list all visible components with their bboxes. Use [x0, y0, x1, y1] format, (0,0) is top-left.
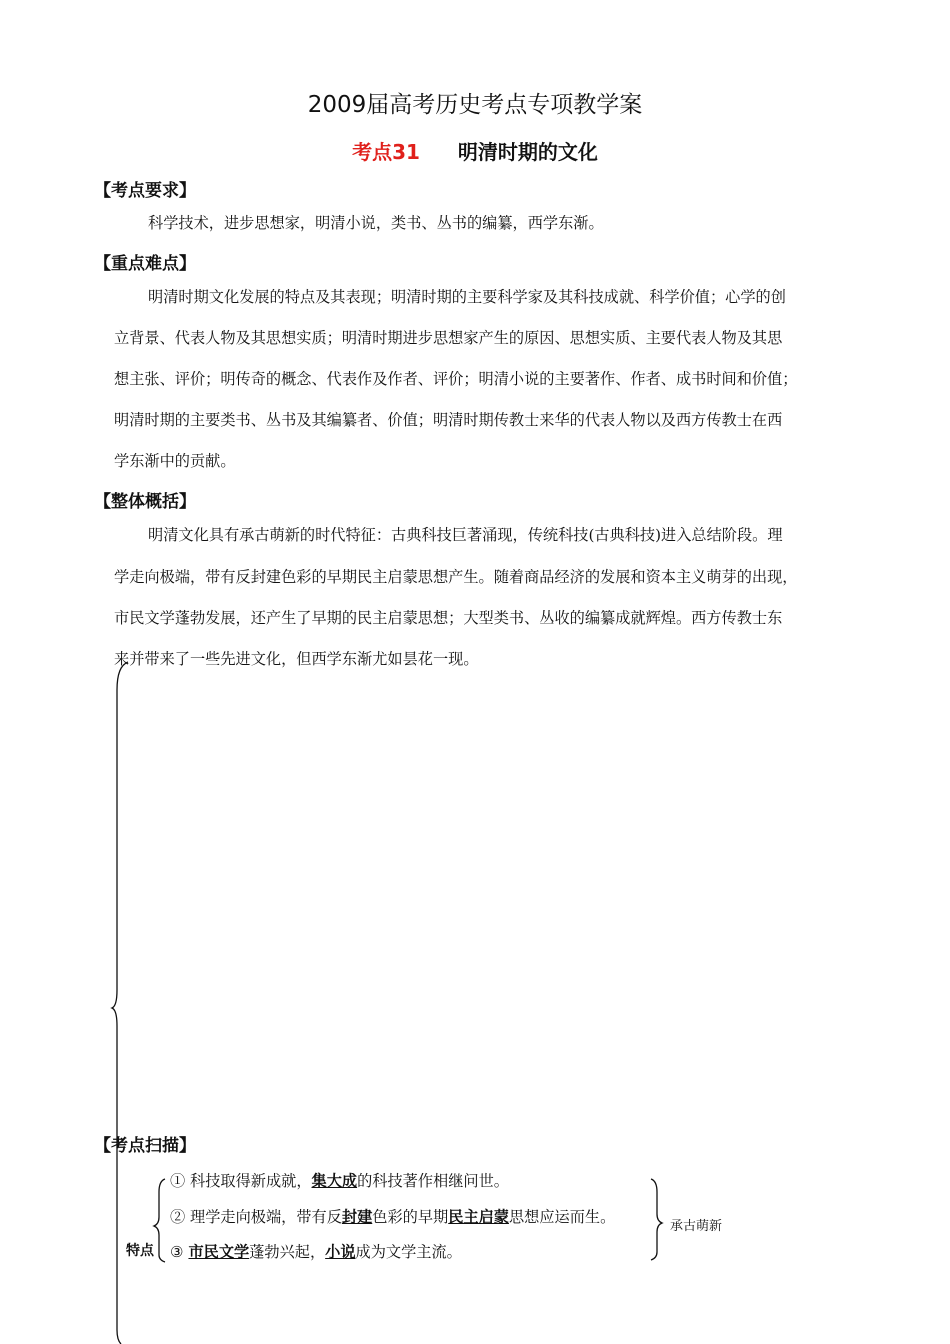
- scan-heading: 【考点扫描】: [94, 1136, 196, 1156]
- key-points-heading: 【重点难点】: [94, 254, 196, 274]
- requirements-heading: 【考点要求】: [94, 181, 196, 201]
- requirements-text: 科学技术，进步思想家，明清小说，类书、丛书的编纂，西学东渐。: [148, 214, 604, 232]
- overview-line: 来并带来了一些先进文化，但西学东渐尤如昙花一现。: [114, 650, 479, 668]
- feature-right-brace: [651, 1179, 662, 1260]
- feature-left-brace: [154, 1179, 165, 1262]
- key-points-line: 立背景、代表人物及其思想实质；明清时期进步思想家产生的原因、思想实质、主要代表人物及其思: [114, 329, 783, 347]
- document-title: 2009届高考历史考点专项教学案: [307, 92, 643, 118]
- key-points-line: 明清时期的主要类书、丛书及其编纂者、价值；明清时期传教士来华的代表人物以及西方传教士在西: [114, 411, 783, 429]
- feature-item-1: ① 科技取得新成就，集大成的科技著作相继问世。: [170, 1172, 509, 1190]
- feature-label: 特点: [126, 1243, 154, 1259]
- key-points-line: 明清时期文化发展的特点及其表现；明清时期的主要科学家及其科技成就、科学价值；心学的创: [148, 288, 786, 306]
- topic-name: 明清时期的文化: [457, 140, 598, 164]
- feature-item-2: ② 理学走向极端，带有反封建色彩的早期民主启蒙思想应运而生。: [170, 1208, 616, 1226]
- overview-heading: 【整体概括】: [94, 492, 196, 512]
- key-points-line: 学东渐中的贡献。: [114, 452, 236, 470]
- overview-line: 市民文学蓬勃发展，还产生了早期的民主启蒙思想；大型类书、丛收的编纂成就辉煌。西方传教士东: [114, 609, 783, 627]
- overview-line: 明清文化具有承古萌新的时代特征：古典科技巨著涌现，传统科技(古典科技)进入总结阶段。理: [148, 526, 783, 544]
- side-label: 承古萌新: [670, 1219, 723, 1234]
- topic-number: 考点31: [352, 140, 420, 164]
- overview-line: 学走向极端，带有反封建色彩的早期民主启蒙思想产生。随着商品经济的发展和资本主义萌芽的出现，: [114, 568, 798, 586]
- feature-item-3: ③ 市民文学蓬勃兴起，小说成为文学主流。: [170, 1243, 462, 1261]
- key-points-line: 想主张、评价；明传奇的概念、代表作及作者、评价；明清小说的主要著作、作者、成书时间和价值；: [114, 370, 798, 388]
